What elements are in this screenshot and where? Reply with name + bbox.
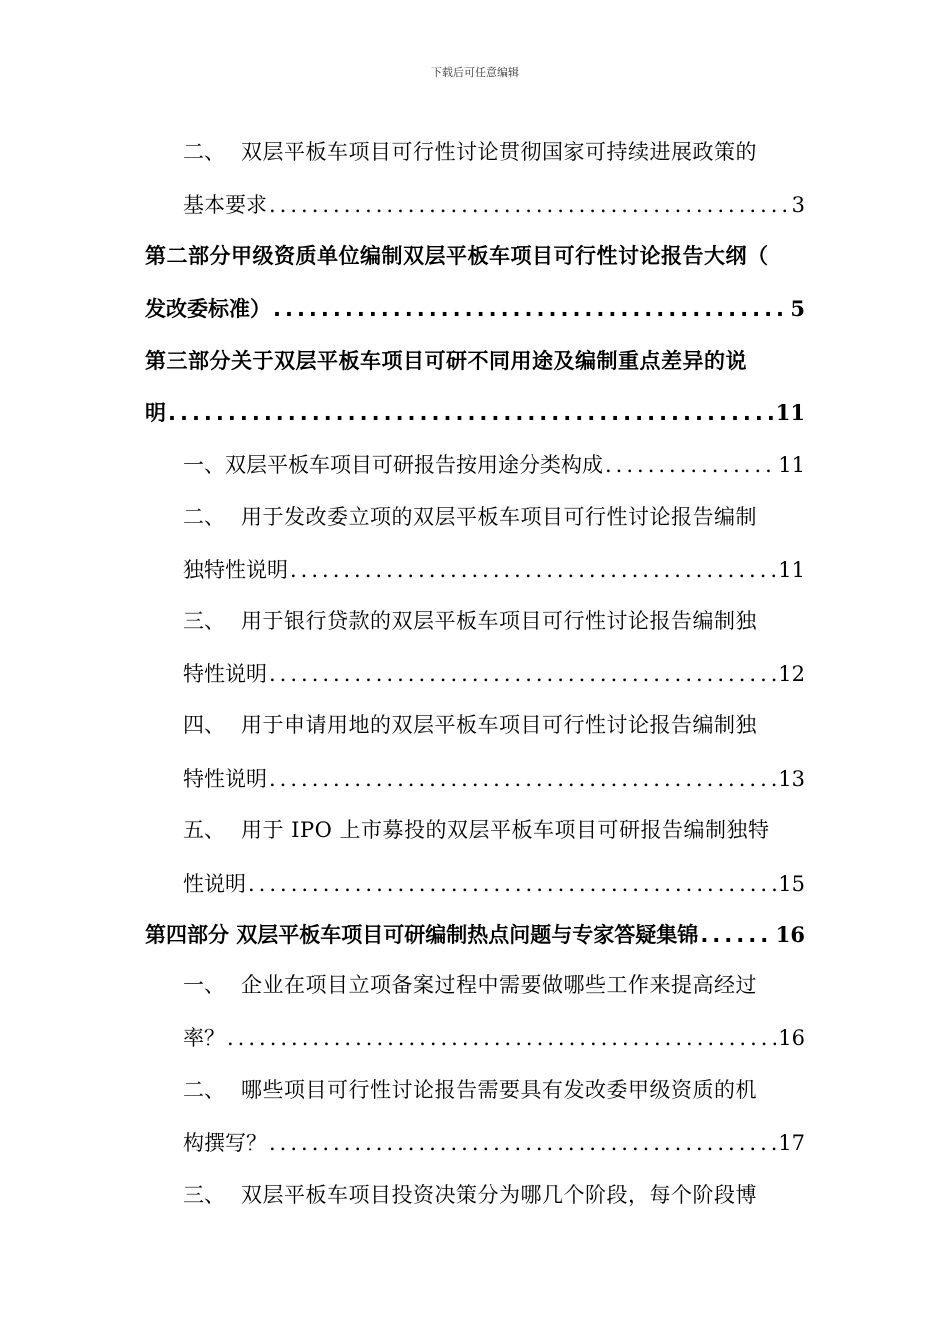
toc-leader-dots [248,869,776,899]
toc-part-title: 第三部分关于双层平板车项目可研不同用途及编制重点差异的说 [145,349,747,373]
toc-entry-number: 一、 [183,973,225,997]
toc-entry-title: 用于银行贷款的双层平板车项目可行性讨论报告编制独 [241,609,757,633]
toc-leader-dots [269,1128,776,1158]
toc-entry-title: 特性说明 [183,662,267,686]
toc-page-number: 12 [778,662,805,686]
toc-part-title: 明 [145,401,166,425]
toc-entry[interactable] [183,450,805,480]
toc-entry[interactable] [183,137,805,167]
toc-entry[interactable] [183,555,805,585]
toc-entry[interactable] [183,502,805,532]
toc-entry[interactable] [183,659,805,689]
toc-entry-title: 用于发改委立项的双层平板车项目可行性讨论报告编制 [241,505,757,529]
toc-leader-dots [700,920,773,950]
toc-entry-title: 企业在项目立项备案过程中需要做哪些工作来提高经过 [241,973,757,997]
toc-leader-dots [227,1023,776,1053]
toc-page-number: 16 [778,1026,805,1050]
toc-entry-number: 三、 [183,1183,225,1207]
toc-entry[interactable] [183,1023,805,1053]
toc-entry[interactable] [183,190,805,220]
toc-entry[interactable] [183,970,805,1000]
toc-part-heading[interactable] [145,241,805,271]
toc-page-number: 5 [790,296,805,321]
toc-part-heading[interactable] [145,398,805,428]
toc-page-number: 11 [778,453,805,477]
toc-leader-dots [290,555,776,585]
toc-entry-title: 性说明 [183,872,246,896]
toc-entry-number: 五、 [183,818,225,842]
toc-part-heading[interactable] [145,920,805,950]
toc-leader-dots [605,450,776,480]
toc-entry-number: 一、 [183,453,225,477]
toc-page-number: 11 [775,400,805,425]
toc-entry[interactable] [183,1075,805,1105]
toc-entry-title: 独特性说明 [183,558,288,582]
toc-entry-number: 二、 [183,505,225,529]
page-header: 下载后可任意编辑 [431,66,519,79]
toc-leader-dots [168,398,774,428]
toc-entry-title: 基本要求 [183,193,267,217]
toc-page-number: 16 [775,922,805,947]
toc-part-heading[interactable] [145,294,805,324]
toc-part-title: 发改委标准） [145,297,271,321]
toc-entry-number: 二、 [183,140,225,164]
toc-page-number: 15 [778,872,805,896]
toc-entry[interactable] [183,710,805,740]
toc-entry[interactable] [183,764,805,794]
toc-entry-number: 三、 [183,609,225,633]
toc-part-title: 第四部分 双层平板车项目可研编制热点问题与专家答疑集锦 [145,923,699,947]
toc-part-heading[interactable] [145,346,805,376]
toc-entry-title: 率？ [183,1026,225,1050]
toc-entry-title: 双层平板车项目可研报告按用途分类构成 [225,453,603,477]
toc-entry-title: 双层平板车项目可行性讨论贯彻国家可持续进展政策的 [241,140,757,164]
toc-entry[interactable] [183,815,805,845]
toc-page-number: 13 [778,767,805,791]
toc-page-number: 3 [791,193,805,217]
toc-entry[interactable] [183,1128,805,1158]
toc-entry-title: 哪些项目可行性讨论报告需要具有发改委甲级资质的机 [241,1078,757,1102]
toc-entry-title: 特性说明 [183,767,267,791]
toc-entry-title: 双层平板车项目投资决策分为哪几个阶段，每个阶段博 [241,1183,757,1207]
toc-entry-title: 构撰写？ [183,1131,267,1155]
toc-entry[interactable] [183,1180,805,1210]
toc-entry-number: 四、 [183,713,225,737]
toc-entry-title: 用于申请用地的双层平板车项目可行性讨论报告编制独 [241,713,757,737]
toc-leader-dots [269,764,776,794]
toc-leader-dots [269,190,790,220]
toc-leader-dots [273,294,788,324]
toc-entry[interactable] [183,606,805,636]
toc-entry-title: 用于 IPO 上市募投的双层平板车项目可研报告编制独特 [241,818,770,842]
toc-leader-dots [269,659,776,689]
toc-page-number: 11 [778,558,805,582]
toc-page-number: 17 [778,1131,805,1155]
toc-entry[interactable] [183,869,805,899]
toc-part-title: 第二部分甲级资质单位编制双层平板车项目可行性讨论报告大纲（ [145,244,769,268]
toc-entry-number: 二、 [183,1078,225,1102]
